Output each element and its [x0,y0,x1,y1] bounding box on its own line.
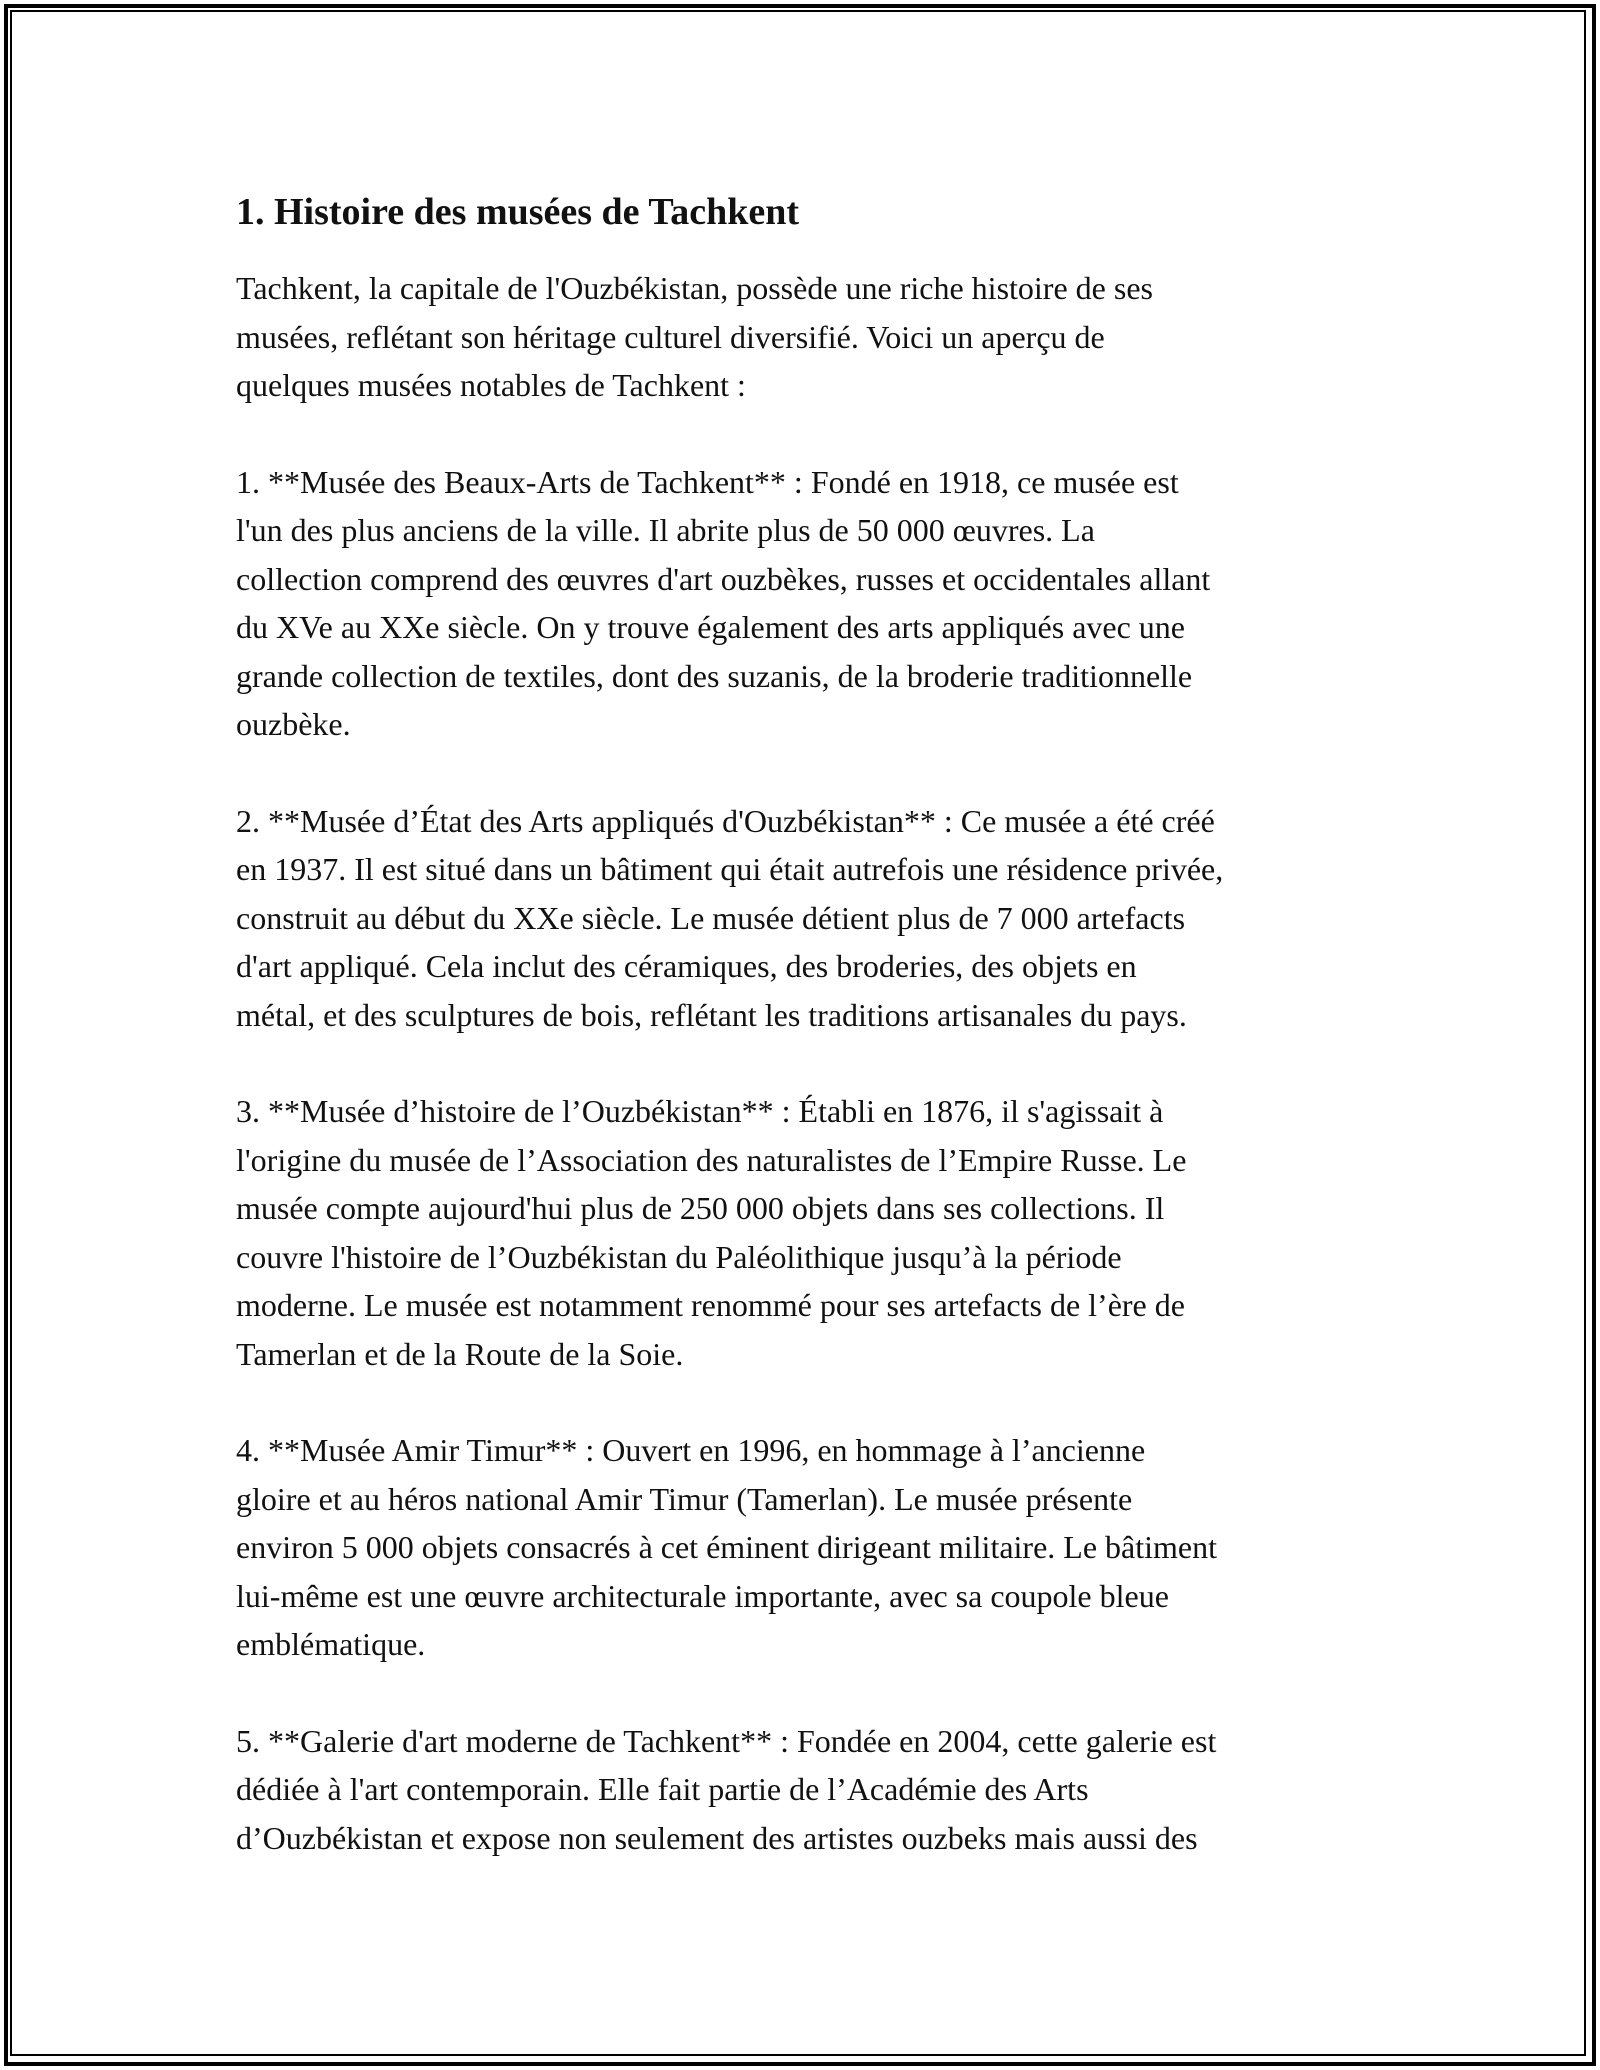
museum-paragraph [236,797,1376,1040]
text-line: gloire et au héros national Amir Timur (Tamerlan). Le musée présente [236,1480,1133,1517]
museum-paragraph [236,1426,1376,1669]
text-line: 5. **Galerie d'art moderne de Tachkent** : Fondée en 2004, cette galerie est [236,1722,1217,1759]
text-line: l'origine du musée de l’Association des naturalistes de l’Empire Russe. Le [236,1141,1187,1178]
text-line: dédiée à l'art contemporain. Elle fait partie de l’Académie des Arts [236,1771,1089,1807]
text-line: musées, reflétant son héritage culturel diversifié. Voici un aperçu de [236,318,1105,355]
text-line: couvre l'histoire de l’Ouzbékistan du Paléolithique jusqu’à la période [236,1238,1122,1275]
museum-paragraph [236,1087,1376,1378]
text-line: grande collection de textiles, dont des suzanis, de la broderie traditionnelle [236,657,1193,694]
text-line: collection comprend des œuvres d'art ouzbèkes, russes et occidentales allant [236,560,1211,597]
text-line: lui-même est une œuvre architecturale importante, avec sa coupole bleue [236,1577,1169,1614]
text-line: l'un des plus anciens de la ville. Il abrite plus de 50 000 œuvres. La [236,512,1095,548]
text-line: construit au début du XXe siècle. Le musée détient plus de 7 000 artefacts [236,899,1186,936]
intro-paragraph [236,264,1376,410]
museum-paragraph [236,1717,1376,1863]
text-line: 2. **Musée d’État des Arts appliqués d'Ouzbékistan** : Ce musée a été créé [236,802,1215,839]
text-line: d’Ouzbékistan et expose non seulement des artistes ouzbeks mais aussi des [236,1819,1198,1856]
text-line: moderne. Le musée est notamment renommé pour ses artefacts de l’ère de [236,1287,1185,1323]
text-line: ouzbèke. [236,706,351,742]
text-line: Tamerlan et de la Route de la Soie. [236,1335,684,1372]
text-line: métal, et des sculptures de bois, reflétant les traditions artisanales du pays. [236,996,1187,1033]
text-line: 4. **Musée Amir Timur** : Ouvert en 1996, en hommage à l’ancienne [236,1432,1146,1468]
museum-paragraph [236,458,1376,749]
text-line: en 1937. Il est situé dans un bâtiment qui était autrefois une résidence privée, [236,851,1224,887]
text-line: d'art appliqué. Cela inclut des céramiques, des broderies, des objets en [236,948,1137,984]
text-line: 3. **Musée d’histoire de l’Ouzbékistan** : Établi en 1876, il s'agissait à [236,1093,1164,1129]
text-line: 1. **Musée des Beaux-Arts de Tachkent** : Fondé en 1918, ce musée est [236,463,1179,500]
document-body [236,186,1376,1910]
text-line: du XVe au XXe siècle. On y trouve également des arts appliqués avec une [236,609,1185,645]
paragraph-list [236,264,1376,1862]
text-line: Tachkent, la capitale de l'Ouzbékistan, possède une riche histoire de ses [236,270,1153,306]
text-line: emblématique. [236,1626,426,1662]
text-line: quelques musées notables de Tachkent : [236,367,746,403]
text-line: environ 5 000 objets consacrés à cet éminent dirigeant militaire. Le bâtiment [236,1529,1217,1565]
section-heading: 1. Histoire des musées de Tachkent [236,191,800,233]
text-line: musée compte aujourd'hui plus de 250 000 objets dans ses collections. Il [236,1190,1165,1226]
